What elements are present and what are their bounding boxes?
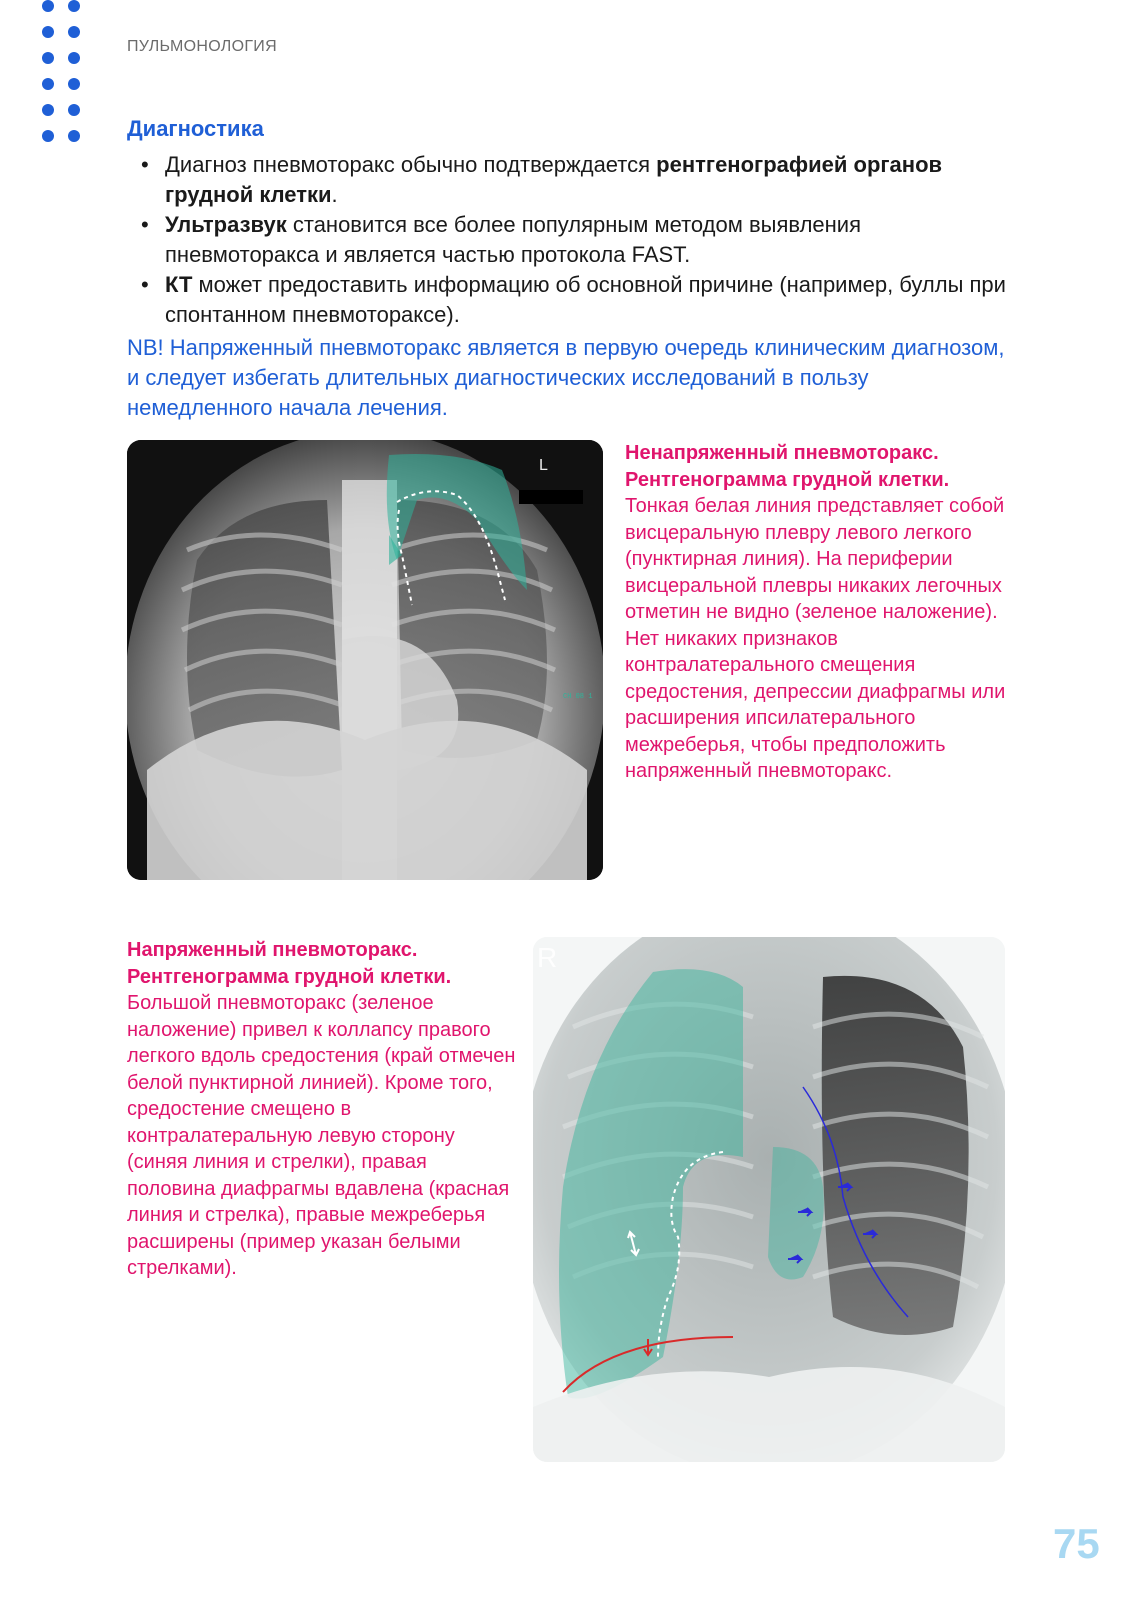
dot [42,52,54,64]
dot [42,0,54,12]
figure2-caption [127,937,517,1282]
bullet-bold-text: КТ [165,272,193,297]
nb-note: NB! Напряженный пневмоторакс является в первую очередь клиническим диагнозом, и следует избегать длительных диагностических исследований в пользу немедленного начала лечения. [127,335,1005,420]
bullet-item [127,270,1007,330]
scan-label: CH 08 1 [563,693,593,701]
dot [42,130,54,142]
bullet-dot: • [141,152,149,177]
redaction-bar [519,490,583,504]
xray-illustration [533,937,1005,1462]
figure2-caption-title: Напряженный пневмоторакс. Рентгенограмма грудной клетки. [127,939,452,988]
xray-illustration [127,440,603,880]
bullet-text: становится все более популярным методом выявления пневмоторакса и является частью протокола FAST. [165,212,862,267]
bullet-text: . [331,182,338,207]
bullet-text: Диагноз пневмоторакс обычно подтверждается [165,152,657,177]
xray-tension-pneumothorax [533,937,1005,1462]
diaphragm [147,721,587,880]
page-number: 75 [1053,1520,1100,1567]
section-title: Диагностика [127,116,264,141]
dot [42,104,54,116]
bullet-dot: • [141,212,149,237]
figure2-caption-body: Большой пневмоторакс (зеленое наложение) привел к коллапсу правого легкого вдоль средостения (край отмечен белой пунктирной линией). Кроме того, средостение смещено в контралатеральную левую сторону (синяя линия и стрелки), правая половина диафрагмы вдавлена (красная линия и стрелка), правые межреберья расширены (пример указан белыми стрелками). [127,992,516,1279]
bullet-bold-text: рентгенографией органов грудной клетки [165,152,943,207]
left-lung [822,976,969,1335]
dot [68,104,80,116]
xray-non-tension-pneumothorax [127,440,603,880]
bullet-bold-text: Ультразвук [165,212,287,237]
figure1-caption [625,440,1015,785]
dot [68,52,80,64]
dot [68,26,80,38]
figure1-caption-title: Ненапряженный пневмоторакс. Рентгенограмма грудной клетки. [625,442,950,491]
side-marker: L [539,457,548,474]
side-marker: R [537,942,558,973]
bullet-dot: • [141,272,149,297]
dot [42,78,54,90]
bullet-text: может предоставить информацию об основной причине (например, буллы при спонтанном пневмотораксе). [165,272,1006,327]
dot [68,130,80,142]
bullet-item [127,210,1007,270]
dot [68,0,80,12]
diagnosis-bullet-list [127,150,1007,330]
dot [42,26,54,38]
figure1-caption-body: Тонкая белая линия представляет собой висцеральную плевру левого легкого (пунктирная линия). На периферии висцеральной плевры никаких легочных отметин не видно (зеленое наложение). Нет никаких признаков контралатерального смещения средостения, депрессии диафрагмы или расширения ипсилатерального межреберья, чтобы предположить напряженный пневмоторакс. [625,495,1006,782]
bullet-item [127,150,1007,210]
running-header: ПУЛЬМОНОЛОГИЯ [127,38,277,55]
dot [68,78,80,90]
